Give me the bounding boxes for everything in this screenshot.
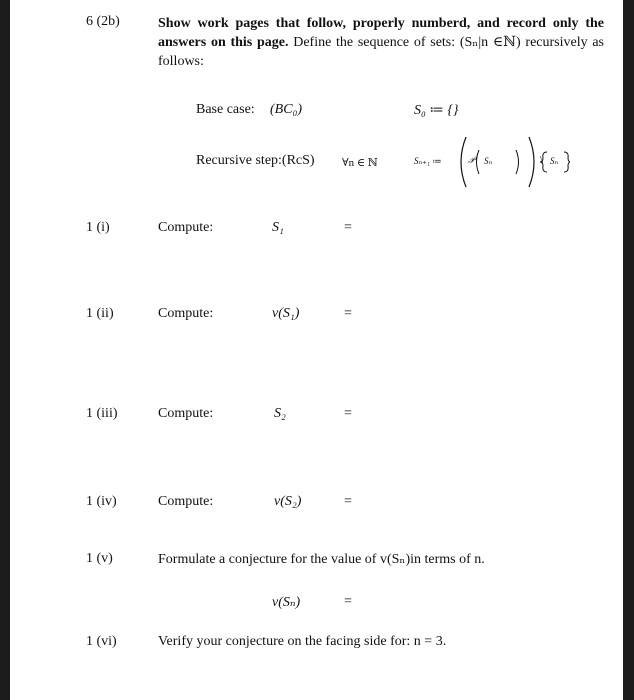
recursive-removed-set: Sₙ [550, 156, 559, 166]
base-case-label: Base case: [196, 102, 255, 117]
part-ii-expr: v(S₁) [272, 306, 300, 321]
recursive-inner-set: Sₙ [484, 156, 493, 166]
part-iv-number: 1 (iv) [86, 494, 117, 509]
part-i-expr: S₁ [272, 220, 284, 235]
part-iv-expr: v(S₂) [274, 494, 302, 509]
base-case-formula: S₀ ≔ {} [414, 103, 459, 118]
worksheet-page [10, 0, 623, 700]
recursive-formula [412, 134, 572, 190]
part-i-number: 1 (i) [86, 220, 110, 235]
recursive-quantifier: ∀n ∈ ℕ [342, 157, 378, 169]
part-i-equals: = [344, 220, 352, 235]
part-vi-number: 1 (vi) [86, 634, 117, 649]
power-set-symbol: 𝒫 [468, 155, 475, 165]
recursive-step-label: Recursive step:(RcS) [196, 153, 315, 168]
part-iv-equals: = [344, 494, 352, 509]
base-case-tag: (BC₀) [270, 102, 303, 117]
part-ii-equals: = [344, 306, 352, 321]
problem-intro-rest: Define the sequence of sets: (Sₙ|n ∈ℕ) recursively as follows: [158, 35, 605, 69]
setminus-symbol: \ [540, 154, 544, 166]
part-vi-text: Verify your conjecture on the facing side for: n = 3. [158, 634, 447, 649]
part-v-text: Formulate a conjecture for the value of v(Sₙ)in terms of n. [158, 552, 485, 567]
problem-number: 6 (2b) [86, 14, 120, 29]
problem-intro-bold: Show work pages that follow, properly numberd, and record only the answers on this page. [158, 16, 604, 50]
recursive-lhs: Sₙ₊₁ ≔ [414, 156, 442, 166]
part-iii-equals: = [344, 406, 352, 421]
part-ii-label: Compute: [158, 306, 214, 321]
part-iii-label: Compute: [158, 406, 214, 421]
part-iv-label: Compute: [158, 494, 214, 509]
part-ii-number: 1 (ii) [86, 306, 114, 321]
part-v-number: 1 (v) [86, 551, 113, 566]
part-v-equals: = [344, 594, 352, 609]
part-iii-number: 1 (iii) [86, 406, 118, 421]
problem-intro [158, 14, 604, 71]
part-iii-expr: S₂ [274, 406, 286, 421]
part-i-label: Compute: [158, 220, 214, 235]
part-v-expr: v(Sₙ) [272, 595, 301, 610]
